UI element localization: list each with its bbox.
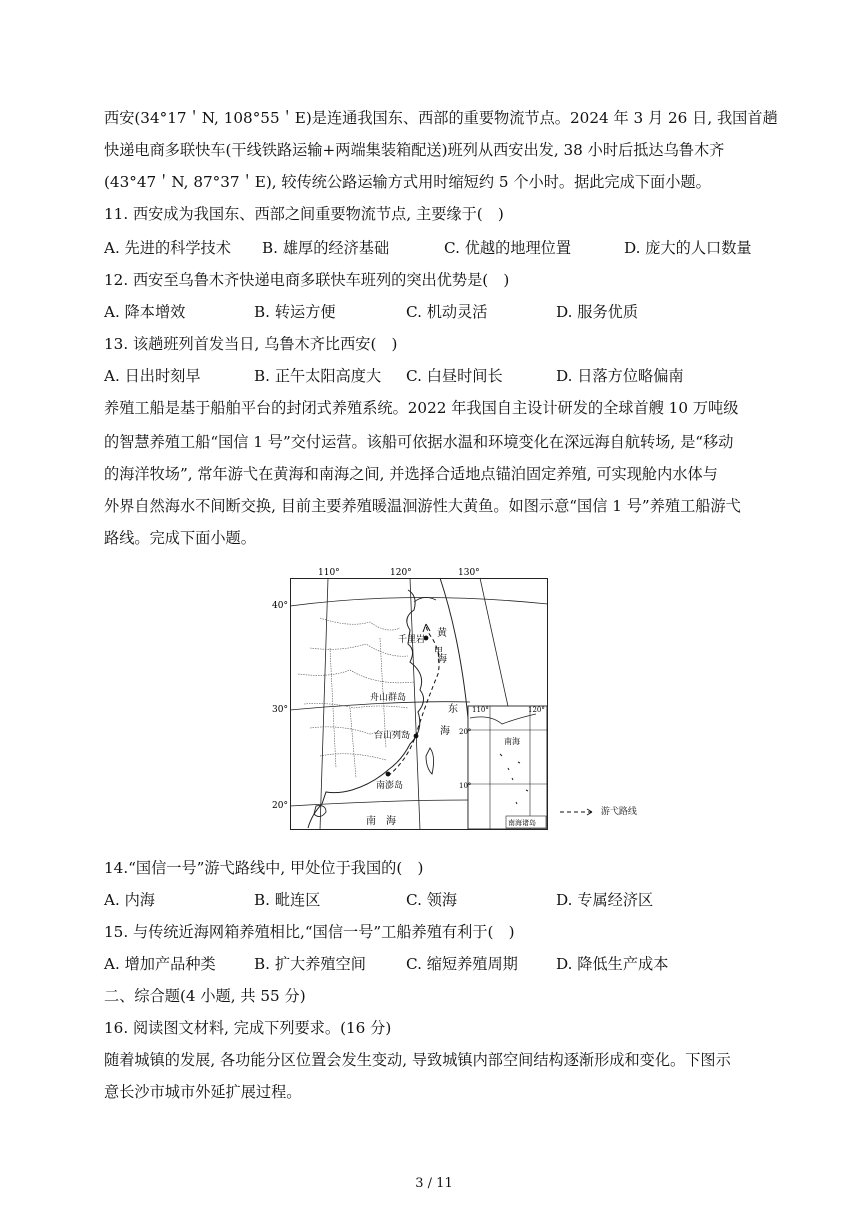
intro2-line5: 路线。完成下面小题。	[104, 529, 256, 547]
inset-lat-20: 20°	[459, 728, 472, 736]
label-lon-130: 130°	[458, 568, 480, 578]
inset-caption: 南海诸岛	[508, 819, 536, 827]
q12-option-d: D. 服务优质	[556, 303, 639, 321]
q16-stem: 16. 阅读图文材料, 完成下列要求。(16 分)	[104, 1019, 392, 1037]
route-map-svg	[272, 568, 548, 830]
inset-lat-10: 10°	[459, 782, 472, 790]
q15-option-a: A. 增加产品种类	[104, 955, 216, 973]
q12-stem: 12. 西安至乌鲁木齐快递电商多联快车班列的突出优势是( )	[104, 271, 510, 289]
page-number: 3 / 11	[415, 1176, 453, 1191]
q12-option-a: A. 降本增效	[104, 303, 186, 321]
label-lat-30: 30°	[272, 705, 288, 715]
label-lon-120: 120°	[390, 568, 412, 578]
taishan-point	[414, 734, 419, 739]
q11-stem: 11. 西安成为我国东、西部之间重要物流节点, 主要缘于( )	[104, 205, 504, 223]
intro2-line4: 外界自然海水不间断交换, 目前主要养殖暖温洄游性大黄鱼。如图示意“国信 1 号”养殖工船游弋	[104, 497, 741, 515]
q14-stem: 14.“国信一号”游弋路线中, 甲处位于我国的( )	[104, 859, 424, 877]
label-zhoushan: 舟山群岛	[370, 693, 407, 703]
inset-lon-110: 110°	[472, 706, 489, 714]
label-huang: 黄	[437, 628, 447, 639]
q11-option-c: C. 优越的地理位置	[444, 239, 572, 257]
q12-option-b: B. 转运方便	[254, 303, 336, 321]
q11-option-a: A. 先进的科学技术	[104, 239, 231, 257]
q15-stem: 15. 与传统近海网箱养殖相比,“国信一号”工船养殖有利于( )	[104, 923, 515, 941]
q14-option-d: D. 专属经济区	[556, 891, 654, 909]
map-legend	[558, 804, 637, 817]
intro2-line3: 的海洋牧场”, 常年游弋在黄海和南海之间, 并选择合适地点锚泊固定养殖, 可实现舱内水体与	[104, 465, 718, 483]
label-huang-hai: 海	[437, 654, 447, 665]
q11-option-d: D. 庞大的人口数量	[624, 239, 752, 257]
q13-option-d: D. 日落方位略偏南	[556, 367, 684, 385]
label-jia: 甲	[434, 647, 444, 657]
q14-option-a: A. 内海	[104, 891, 155, 909]
label-nanpeng: 南澎岛	[376, 781, 404, 791]
q13-option-c: C. 白昼时间长	[406, 367, 503, 385]
inset-sea-label: 南海	[504, 737, 520, 746]
label-lat-20: 20°	[272, 801, 288, 811]
q15-option-c: C. 缩短养殖周期	[406, 955, 518, 973]
q13-stem: 13. 该趟班列首发当日, 乌鲁木齐比西安( )	[104, 335, 398, 353]
label-lat-40: 40°	[272, 601, 288, 611]
label-taishan: 台山列岛	[374, 731, 411, 741]
q16-line1: 随着城镇的发展, 各功能分区位置会发生变动, 导致城镇内部空间结构逐渐形成和变化。下图示	[104, 1051, 731, 1069]
intro2-line1: 养殖工船是基于船舶平台的封闭式养殖系统。2022 年我国自主设计研发的全球首艘 10 万吨级	[104, 399, 739, 417]
section-2-heading: 二、综合题(4 小题, 共 55 分)	[104, 987, 306, 1005]
q11-option-b: B. 雄厚的经济基础	[262, 239, 390, 257]
label-dong-hai: 海	[440, 726, 450, 737]
intro1-line2: 快递电商多联快车(干线铁路运输+两端集装箱配送)班列从西安出发, 38 小时后抵达乌鲁木齐	[104, 141, 725, 159]
legend-route-icon	[558, 807, 598, 817]
intro1-line1: 西安(34°17＇N, 108°55＇E)是连通我国东、西部的重要物流节点。2024 年 3 月 26 日, 我国首趟	[104, 109, 778, 127]
label-lon-110: 110°	[318, 568, 340, 578]
inset-lon-120: 120°	[528, 706, 545, 714]
legend-label: 游弋路线	[600, 807, 637, 817]
label-dong: 东	[448, 704, 458, 715]
q16-line2: 意长沙市城市外延扩展过程。	[104, 1083, 302, 1101]
q15-option-b: B. 扩大养殖空间	[254, 955, 366, 973]
q14-option-c: C. 领海	[406, 891, 458, 909]
q13-option-b: B. 正午太阳高度大	[254, 367, 382, 385]
intro2-line2: 的智慧养殖工船“国信 1 号”交付运营。该船可依据水温和环境变化在深远海自航转场, 是“移动	[104, 433, 734, 451]
nanpeng-point	[386, 772, 391, 777]
intro1-line3: (43°47＇N, 87°37＇E), 较传统公路运输方式用时缩短约 5 个小时。据此完成下面小题。	[104, 173, 711, 191]
route-map	[272, 568, 548, 830]
q14-option-b: B. 毗连区	[254, 891, 321, 909]
label-nanhai: 南 海	[366, 816, 396, 827]
q13-option-a: A. 日出时刻早	[104, 367, 201, 385]
label-qianliyan: 千里岩	[398, 635, 426, 645]
inset-map	[468, 706, 547, 829]
q15-option-d: D. 降低生产成本	[556, 955, 669, 973]
q12-option-c: C. 机动灵活	[406, 303, 488, 321]
